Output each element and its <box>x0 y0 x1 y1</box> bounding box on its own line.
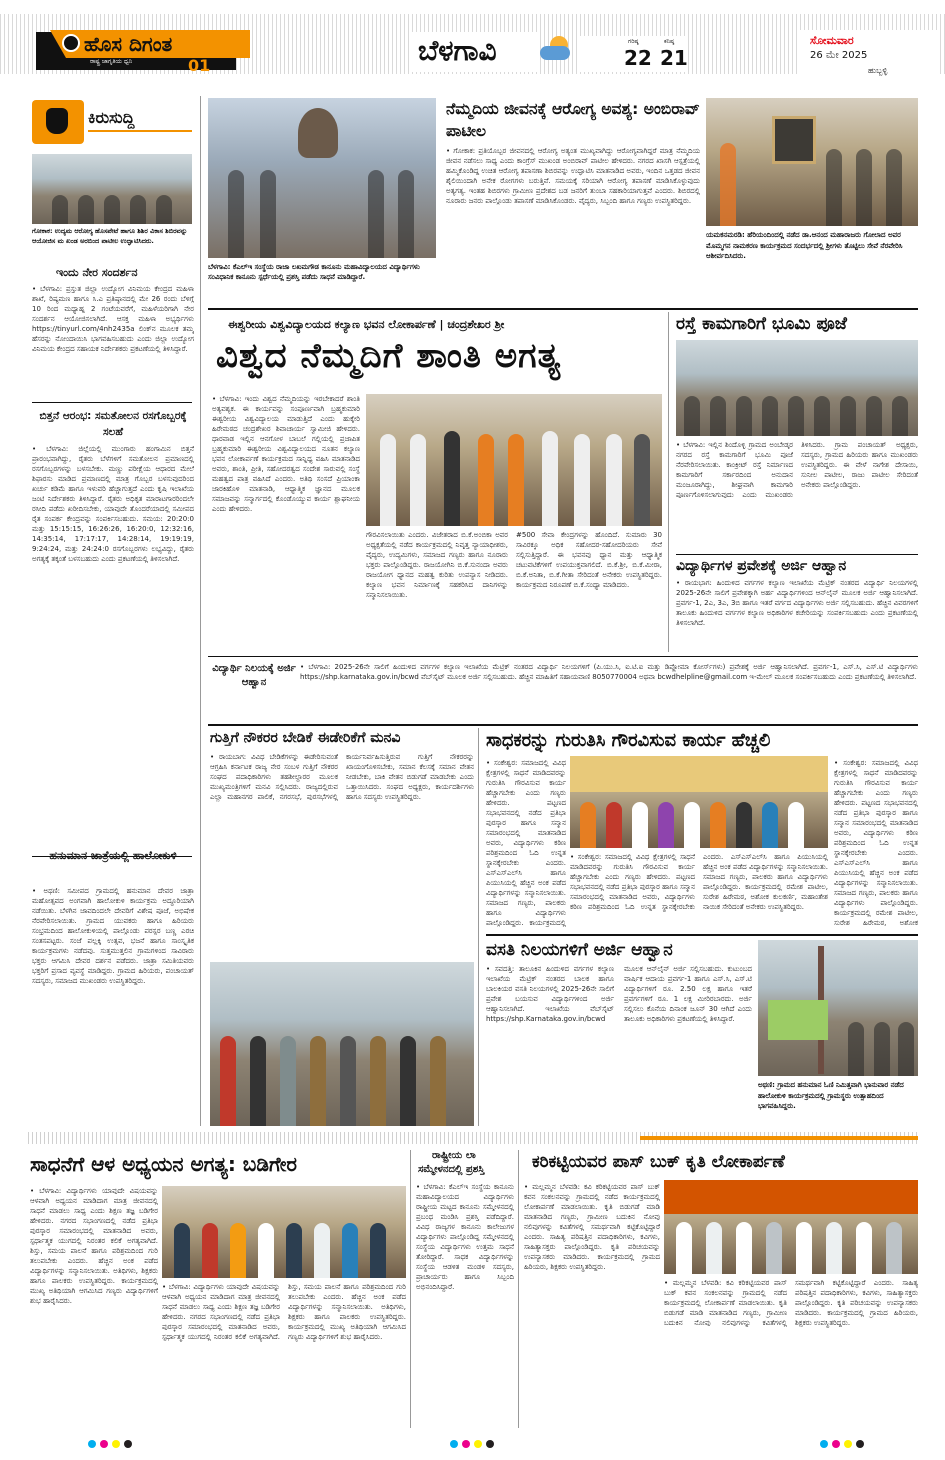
divider <box>676 554 918 555</box>
prize-distribution-photo <box>162 1186 406 1278</box>
column-divider <box>410 1150 411 1428</box>
passbook-body-right: • ಮಲ್ಲಮ್ಮನ ಬೆಳವಡಿ: ಕವಿ ಕರಿಕಟ್ಟಿಯವರ ಪಾಸ್ ಬುಕ್ ಕವನ ಸಂಕಲನವನ್ನು ಗ್ರಾಮದಲ್ಲಿ ನಡೆದ ಕಾರ್ಯಕ್ರಮದಲ್ಲಿ ಲೋಕಾರ್ಪಣೆ ಮಾಡಲಾಯಿತು. ಕೃತಿ ಬಿಡುಗಡೆ ಮಾಡಿ ಮಾತನಾಡಿದ ಗಣ್ಯರು, ಗ್ರಾಮೀಣ ಬದುಕಿನ ನೋವು ನಲಿವುಗಳನ್ನು ಕವಿತೆಗಳಲ್ಲಿ ಸಮರ್ಥವಾಗಿ ಕಟ್ಟಿಕೊಟ್ಟಿದ್ದಾರೆ ಎಂದರು. ಸಾಹಿತ್ಯ ಪರಿಷತ್ತಿನ ಪದಾಧಿಕಾರಿಗಳು, ಕವಿಗಳು, ಸಾಹಿತ್ಯಾಸಕ್ತರು ಪಾಲ್ಗೊಂಡಿದ್ದರು. ಕೃತಿ ಪರಿಚಯವನ್ನು ಉಪನ್ಯಾಸಕರು ಮಾಡಿದರು. ಕಾರ್ಯಕ್ರಮದಲ್ಲಿ ಗ್ರಾಮದ ಹಿರಿಯರು, ಶಿಕ್ಷಕರು ಉಪಸ್ಥಿತರಿದ್ದರು. <box>664 1279 918 1327</box>
weather-icon <box>540 36 574 62</box>
guttige-headline: ಗುತ್ತಿಗೆ ನೌಕರರ ಬೇಡಿಕೆ ಈಡೇರಿಕೆಗೆ ಮನವಿ <box>210 730 401 746</box>
admission-headline: ವಿದ್ಯಾರ್ಥಿಗಳ ಪ್ರವೇಶಕ್ಕೆ ಅರ್ಜಿ ಆಹ್ವಾನ <box>676 558 847 574</box>
register-dot <box>820 1440 828 1448</box>
badiger-headline: ಸಾಧನೆಗೆ ಆಳ ಅಧ್ಯಯನ ಅಗತ್ಯ: ಬಡಿಗೇರ <box>30 1152 297 1176</box>
felicitation-photo <box>570 756 828 848</box>
register-marks-left <box>88 1440 132 1448</box>
column-divider <box>478 728 479 1126</box>
register-dot <box>486 1440 494 1448</box>
register-dot <box>832 1440 840 1448</box>
kirusuddi-column <box>28 96 196 1126</box>
paper-name: ಹೊಸ ದಿಗಂತ <box>84 32 173 56</box>
city: ಹುಬ್ಬಳ್ಳಿ <box>868 66 888 75</box>
s3-body: • ಅಥಣಿ: ಸಮೀಪದ ಗ್ರಾಮದಲ್ಲಿ ಹನುಮಾನ ದೇವರ ಜಾತ್ರಾ ಮಹೋತ್ಸವದ ಅಂಗವಾಗಿ ಹಾಲೋಕುಳಿ ಕಾರ್ಯಕ್ರಮ ಅದ್ಧೂರಿಯಾಗಿ ನಡೆಯಿತು. ಬೆಳಗಿನ ಜಾವದಿಂದಲೇ ದೇವರಿಗೆ ವಿಶೇಷ ಪೂಜೆ, ಅಭಿಷೇಕ ನೆರವೇರಿಸಲಾಯಿತು. ಗ್ರಾಮದ ಯುವಕರು ಹಾಗೂ ಹಿರಿಯರು ಸಂಭ್ರಮದಿಂದ ಹಾಲೋಕುಳಿಯಲ್ಲಿ ಪಾಲ್ಗೊಂಡು ಪರಸ್ಪರ ಬಣ್ಣ ಎರಚಿ ಸಂತಸಪಟ್ಟರು. ಸಂಜೆ ಪಲ್ಲಕ್ಕಿ ಉತ್ಸವ, ಭಜನೆ ಹಾಗೂ ಸಾಂಸ್ಕೃತಿಕ ಕಾರ್ಯಕ್ರಮಗಳು ನಡೆದವು. ಸುತ್ತಮುತ್ತಲಿನ ಗ್ರಾಮಗಳಿಂದ ಸಾವಿರಾರು ಭಕ್ತರು ಆಗಮಿಸಿ ದೇವರ ದರ್ಶನ ಪಡೆದರು. ಜಾತ್ರಾ ಸಮಿತಿಯವರು ಭಕ್ತರಿಗೆ ಪ್ರಸಾದ ವ್ಯವಸ್ಥೆ ಮಾಡಿದ್ದರು. ಗ್ರಾಮದ ಹಿರಿಯರು, ಪಂಚಾಯತ್ ಸದಸ್ಯರು, ಸಮಾಜದ ಮುಖಂಡರು ಉಪಸ್ಥಿತರಿದ್ದರು. <box>32 887 194 985</box>
min-temp: 21 <box>660 46 688 70</box>
date: 26 ಮೇ 2025 <box>810 50 868 61</box>
law-photo-caption: ಬೆಳಗಾವಿ: ಕೆಎಲ್ಇ ಸಂಸ್ಥೆಯ ರಾಜಾ ಲಖಮಗೌಡ ಕಾನೂನು ಮಹಾವಿದ್ಯಾಲಯದ ವಿದ್ಯಾರ್ಥಿಗಳು ಸಂವಿಧಾನಿಕ ಕಾನೂನು ಸ್ಪರ್ಧೆಯಲ್ಲಿ ಪ್ರಶಸ್ತಿ ಪಡೆದು ಸಾಧನೆ ಮಾಡಿದ್ದಾರೆ. <box>208 263 420 281</box>
paper-tagline: ರಾಷ್ಟ್ರ ಜಾಗೃತಿಯ ಧ್ವನಿ <box>90 58 133 65</box>
kirusuddi-underline <box>88 130 192 132</box>
guttige-body: • ರಾಯಬಾಗ: ವಿವಿಧ ಬೇಡಿಕೆಗಳನ್ನು ಈಡೇರಿಸುವಂತೆ ಆಗ್ರಹಿಸಿ ಕರ್ನಾಟಕ ರಾಜ್ಯ ನೇರ ಸಂಬಳ ಗುತ್ತಿಗೆ ನೌಕರರ ಸಂಘದ ಪದಾಧಿಕಾರಿಗಳು ತಹಶೀಲ್ದಾರರ ಮೂಲಕ ಮುಖ್ಯಮಂತ್ರಿಗಳಿಗೆ ಮನವಿ ಸಲ್ಲಿಸಿದರು. ರಾಜ್ಯದಲ್ಲಿರುವ ಎಲ್ಲಾ ಮಹಾನಗರ ಪಾಲಿಕೆ, ನಗರಸಭೆ, ಪುರಸಭೆಗಳಲ್ಲಿ ಕಾರ್ಯನಿರ್ವಹಿಸುತ್ತಿರುವ ಗುತ್ತಿಗೆ ನೌಕರರನ್ನು ಖಾಯಂಗೊಳಿಸಬೇಕು, ಸಮಾನ ಕೆಲಸಕ್ಕೆ ಸಮಾನ ವೇತನ ನೀಡಬೇಕು, ಬಾಕಿ ವೇತನ ಬಿಡುಗಡೆ ಮಾಡಬೇಕು ಎಂದು ಒತ್ತಾಯಿಸಿದರು. ಸಂಘದ ಅಧ್ಯಕ್ಷರು, ಕಾರ್ಯದರ್ಶಿಗಳು ಹಾಗೂ ಸದಸ್ಯರು ಉಪಸ್ಥಿತರಿದ್ದರು. <box>210 753 474 801</box>
page-number: 01 <box>188 56 211 75</box>
lead-kicker: ಈಶ್ವರೀಯ ವಿಶ್ವವಿದ್ಯಾಲಯದ ಕಲ್ಯಾಣ ಭವನ ಲೋಕಾರ್ಪಣೆ | ಚಂದ್ರಶೇಖರ ಶ್ರೀ <box>228 318 505 331</box>
divider <box>208 308 918 310</box>
sadhakar-body-right: • ಸಂಕೇಶ್ವರ: ಸಮಾಜದಲ್ಲಿ ವಿವಿಧ ಕ್ಷೇತ್ರಗಳಲ್ಲಿ ಸಾಧನೆ ಮಾಡಿದವರನ್ನು ಗುರುತಿಸಿ ಗೌರವಿಸುವ ಕಾರ್ಯ ಹೆಚ್ಚಾಗಬೇಕು ಎಂದು ಗಣ್ಯರು ಹೇಳಿದರು. ಪಟ್ಟಣದ ಸಭಾಭವನದಲ್ಲಿ ನಡೆದ ಪ್ರತಿಭಾ ಪುರಸ್ಕಾರ ಹಾಗೂ ಸನ್ಮಾನ ಸಮಾರಂಭದಲ್ಲಿ ಮಾತನಾಡಿದ ಅವರು, ವಿದ್ಯಾರ್ಥಿಗಳು ಕಠಿಣ ಪರಿಶ್ರಮದಿಂದ ಓದಿ ಉನ್ನತ ಸ್ಥಾನಕ್ಕೇರಬೇಕು ಎಂದರು. ಎಸ್ಎಸ್ಎಲ್‌ಸಿ ಹಾಗೂ ಪಿಯುಸಿಯಲ್ಲಿ ಹೆಚ್ಚಿನ ಅಂಕ ಪಡೆದ ವಿದ್ಯಾರ್ಥಿಗಳನ್ನು ಸನ್ಮಾನಿಸಲಾಯಿತು. ಸಮಾಜದ ಗಣ್ಯರು, ಪಾಲಕರು ಹಾಗೂ ವಿದ್ಯಾರ್ಥಿಗಳು ಪಾಲ್ಗೊಂಡಿದ್ದರು. ಕಾರ್ಯಕ್ರಮದಲ್ಲಿ ರಮೇಶ ಪಾಟೀಲ, ಸುರೇಶ ಹಿರೇಮಠ, ಅಶೋಕ <box>834 759 918 927</box>
athani-photo-caption: ಅಥಣಿ: ಗ್ರಾಮದ ಹನುಮಾನ ಓಣಿ ನಿಮಿತ್ತವಾಗಿ ಭಾನುವಾರ ನಡೆದ ಹಾಲೋಕುಳಿ ಕಾರ್ಯಕ್ರಮದಲ್ಲಿ ಗ್ರಾಮಸ್ಥರು ಉತ್ಸಾಹದಿಂದ ಭಾಗವಹಿಸಿದ್ದರು. <box>758 1081 904 1110</box>
road-bhoomi-pooja-photo <box>676 340 918 436</box>
vasati-headline: ವಸತಿ ನಿಲಯಗಳಿಗೆ ಅರ್ಜಿ ಆಹ್ವಾನ <box>486 940 673 960</box>
sadhakar-body-mid: • ಸಂಕೇಶ್ವರ: ಸಮಾಜದಲ್ಲಿ ವಿವಿಧ ಕ್ಷೇತ್ರಗಳಲ್ಲಿ ಸಾಧನೆ ಮಾಡಿದವರನ್ನು ಗುರುತಿಸಿ ಗೌರವಿಸುವ ಕಾರ್ಯ ಹೆಚ್ಚಾಗಬೇಕು ಎಂದು ಗಣ್ಯರು ಹೇಳಿದರು. ಪಟ್ಟಣದ ಸಭಾಭವನದಲ್ಲಿ ನಡೆದ ಪ್ರತಿಭಾ ಪುರಸ್ಕಾರ ಹಾಗೂ ಸನ್ಮಾನ ಸಮಾರಂಭದಲ್ಲಿ ಮಾತನಾಡಿದ ಅವರು, ವಿದ್ಯಾರ್ಥಿಗಳು ಕಠಿಣ ಪರಿಶ್ರಮದಿಂದ ಓದಿ ಉನ್ನತ ಸ್ಥಾನಕ್ಕೇರಬೇಕು ಎಂದರು. ಎಸ್ಎಸ್ಎಲ್‌ಸಿ ಹಾಗೂ ಪಿಯುಸಿಯಲ್ಲಿ ಹೆಚ್ಚಿನ ಅಂಕ ಪಡೆದ ವಿದ್ಯಾರ್ಥಿಗಳನ್ನು ಸನ್ಮಾನಿಸಲಾಯಿತು. ಸಮಾಜದ ಗಣ್ಯರು, ಪಾಲಕರು ಹಾಗೂ ವಿದ್ಯಾರ್ಥಿಗಳು ಪಾಲ್ಗೊಂಡಿದ್ದರು. ಕಾರ್ಯಕ್ರಮದಲ್ಲಿ ರಮೇಶ ಪಾಟೀಲ, ಸುರೇಶ ಹಿರೇಮಠ, ಅಶೋಕ ಕುಲಕರ್ಣಿ, ಮಹಾಂತೇಶ ನಾಯಿಕ ಸೇರಿದಂತೆ ಅನೇಕರು ಉಪಸ್ಥಿತರಿದ್ದರು. <box>570 853 828 911</box>
village-festival-photo <box>758 940 918 1076</box>
badiger-body-left: • ಬೆಳಗಾವಿ: ವಿದ್ಯಾರ್ಥಿಗಳು ಯಾವುದೇ ವಿಷಯವನ್ನು ಆಳವಾಗಿ ಅಧ್ಯಯನ ಮಾಡಿದಾಗ ಮಾತ್ರ ಜೀವನದಲ್ಲಿ ಸಾಧನೆ ಮಾಡಲು ಸಾಧ್ಯ ಎಂದು ಶಿಕ್ಷಣ ತಜ್ಞ ಬಡಿಗೇರ ಹೇಳಿದರು. ನಗರದ ಸಭಾಂಗಣದಲ್ಲಿ ನಡೆದ ಪ್ರತಿಭಾ ಪುರಸ್ಕಾರ ಸಮಾರಂಭದಲ್ಲಿ ಮಾತನಾಡಿದ ಅವರು, ಸ್ಪರ್ಧಾತ್ಮಕ ಯುಗದಲ್ಲಿ ನಿರಂತರ ಕಲಿಕೆ ಅಗತ್ಯವಾಗಿದೆ. ಶಿಸ್ತು, ಸಮಯ ಪಾಲನೆ ಹಾಗೂ ಪರಿಶ್ರಮದಿಂದ ಗುರಿ ತಲುಪಬೇಕು ಎಂದರು. ಹೆಚ್ಚಿನ ಅಂಕ ಪಡೆದ ವಿದ್ಯಾರ್ಥಿಗಳನ್ನು ಸನ್ಮಾನಿಸಲಾಯಿತು. ಅತಿಥಿಗಳು, ಶಿಕ್ಷಕರು ಹಾಗೂ ಪಾಲಕರು ಉಪಸ್ಥಿತರಿದ್ದರು. ಕಾರ್ಯಕ್ರಮದಲ್ಲಿ ಮುಖ್ಯ ಅತಿಥಿಯಾಗಿ ಆಗಮಿಸಿದ ಗಣ್ಯರು ವಿದ್ಯಾರ್ಥಿಗಳಿಗೆ ಶುಭ ಹಾರೈಸಿದರು. <box>30 1187 158 1305</box>
divider <box>208 724 918 726</box>
register-dot <box>112 1440 120 1448</box>
naming-photo-caption: ಯಮಕನಮರಡಿ: ಹೆರಿಯಂದಿಂದಲ್ಲಿ ನಡೆದ ಡಾ.ಆನಂದ ಮಹಾರಾಜರು ಗೋಲಾದ ಅವರ ಮೊಮ್ಮಗನ ನಾಮಕರಣ ಕಾರ್ಯಕ್ರಮದ ಸಂದರ್ಭದಲ್ಲಿ ಶ್ರೀಗಳು ತೊಟ್ಟಿಲು ಸೇವೆ ನೆರವೇರಿಸಿ ಆಶೀರ್ವದಿಸಿದರು. <box>706 231 903 260</box>
lead-headline: ವಿಶ್ವದ ನೆಮ್ಮದಿಗೆ ಶಾಂತಿ ಅಗತ್ಯ <box>216 336 562 376</box>
road-body: • ಬೆಳಗಾವಿ: ಇಲ್ಲಿನ ಶಿಂದೊಳ್ಳಿ ಗ್ರಾಮದ ಅಂಬೇಡ್ಕರ ನಗರದ ರಸ್ತೆ ಕಾಮಗಾರಿಗೆ ಭೂಮಿ ಪೂಜೆ ನೆರವೇರಿಸಲಾಯಿತು. ಕಾಂಕ್ರೀಟ್ ರಸ್ತೆ ನಿರ್ಮಾಣದ ಕಾಮಗಾರಿಗೆ ಸರ್ಕಾರದಿಂದ ಅನುದಾನ ಮಂಜೂರಾಗಿದ್ದು, ಶೀಘ್ರವಾಗಿ ಕಾಮಗಾರಿ ಪೂರ್ಣಗೊಳಿಸಲಾಗುವುದು ಎಂದು ಮುಖಂಡರು ತಿಳಿಸಿದರು. ಗ್ರಾಮ ಪಂಚಾಯತ್ ಅಧ್ಯಕ್ಷರು, ಸದಸ್ಯರು, ಗ್ರಾಮದ ಹಿರಿಯರು ಹಾಗೂ ಮುಖಂಡರು ಉಪಸ್ಥಿತರಿದ್ದರು. ಈ ವೇಳೆ ನಾಗೇಶ ದೇಸಾಯಿ, ಸುನೀಲ ಪಾಟೀಲ, ರಾಜು ಪಾಟೀಲ ಸೇರಿದಂತೆ ಅನೇಕರು ಪಾಲ್ಗೊಂಡಿದ್ದರು. <box>676 441 918 499</box>
passbook-headline: ಕರಿಕಟ್ಟಿಯವರ ಪಾಸ್ ಬುಕ್ ಕೃತಿ ಲೋಕಾರ್ಪಣೆ <box>532 1152 785 1172</box>
register-dot <box>450 1440 458 1448</box>
law-college-photo <box>208 98 436 258</box>
column-divider <box>518 1150 519 1428</box>
register-marks-center <box>450 1440 494 1448</box>
s1-headline: ಇಂದು ನೇರ ಸಂದರ್ಶನ <box>56 266 138 279</box>
max-temp: 22 <box>624 46 652 70</box>
masthead <box>0 0 945 92</box>
admission-body: • ರಾಯಭಾಗ: ಹಿಂದುಳಿದ ವರ್ಗಗಳ ಕಲ್ಯಾಣ ಇಲಾಖೆಯ ಮೆಟ್ರಿಕ್ ನಂತರದ ವಿದ್ಯಾರ್ಥಿ ನಿಲಯಗಳಲ್ಲಿ 2025-26ನೇ ಸಾಲಿಗೆ ಪ್ರವೇಶಕ್ಕಾಗಿ ಅರ್ಹ ವಿದ್ಯಾರ್ಥಿಗಳಿಂದ ಆನ್‌ಲೈನ್ ಮೂಲಕ ಅರ್ಜಿ ಆಹ್ವಾನಿಸಲಾಗಿದೆ. ಪ್ರವರ್ಗ-1, 2ಎ, 3ಎ, 3ಬಿ ಹಾಗೂ ಇತರೆ ವರ್ಗದ ವಿದ್ಯಾರ್ಥಿಗಳು ಅರ್ಜಿ ಸಲ್ಲಿಸಬಹುದು. ಹೆಚ್ಚಿನ ವಿವರಗಳಿಗೆ ತಾಲೂಕು ಹಿಂದುಳಿದ ವರ್ಗಗಳ ಕಲ್ಯಾಣ ಅಧಿಕಾರಿಗಳ ಕಚೇರಿಯನ್ನು ಸಂಪರ್ಕಿಸಬಹುದು ಎಂದು ಪ್ರಕಟಣೆಯಲ್ಲಿ ತಿಳಿಸಲಾಗಿದೆ. <box>676 579 918 627</box>
law-award-headline-1: ರಾಷ್ಟ್ರೀಯ ಲಾ <box>432 1150 476 1161</box>
hand-icon <box>46 108 68 134</box>
lead-col3: #500 ಸೇವಾ ಕೇಂದ್ರಗಳನ್ನು ಹೊಂದಿದೆ. ಸುಮಾರು 30 ಸಾವಿರಕ್ಕೂ ಅಧಿಕ ಸಹೋದರ-ಸಹೋದರಿಯರು ಸೇವೆ ಸಲ್ಲಿಸುತ್ತಿದ್ದಾರೆ. ಈ ಭವನವು ಧ್ಯಾನ ಮತ್ತು ಆಧ್ಯಾತ್ಮಿಕ ಚಟುವಟಿಕೆಗಳಿಗೆ ಉಪಯುಕ್ತವಾಗಲಿದೆ. ಬಿ.ಕೆ.ಶ್ರೀ, ಬಿ.ಕೆ.ಮೀರಾ, ಬಿ.ಕೆ.ಅನಿತಾ, ಬಿ.ಕೆ.ಗೀತಾ ಸೇರಿದಂತೆ ಅನೇಕರು ಉಪಸ್ಥಿತರಿದ್ದರು. ಕಾರ್ಯಕ್ರಮದ ನಿರೂಪಣೆ ಬಿ.ಕೆ.ಸಂಧ್ಯಾ ಮಾಡಿದರು. <box>516 531 662 589</box>
badiger-body-right: • ಬೆಳಗಾವಿ: ವಿದ್ಯಾರ್ಥಿಗಳು ಯಾವುದೇ ವಿಷಯವನ್ನು ಆಳವಾಗಿ ಅಧ್ಯಯನ ಮಾಡಿದಾಗ ಮಾತ್ರ ಜೀವನದಲ್ಲಿ ಸಾಧನೆ ಮಾಡಲು ಸಾಧ್ಯ ಎಂದು ಶಿಕ್ಷಣ ತಜ್ಞ ಬಡಿಗೇರ ಹೇಳಿದರು. ನಗರದ ಸಭಾಂಗಣದಲ್ಲಿ ನಡೆದ ಪ್ರತಿಭಾ ಪುರಸ್ಕಾರ ಸಮಾರಂಭದಲ್ಲಿ ಮಾತನಾಡಿದ ಅವರು, ಸ್ಪರ್ಧಾತ್ಮಕ ಯುಗದಲ್ಲಿ ನಿರಂತರ ಕಲಿಕೆ ಅಗತ್ಯವಾಗಿದೆ. ಶಿಸ್ತು, ಸಮಯ ಪಾಲನೆ ಹಾಗೂ ಪರಿಶ್ರಮದಿಂದ ಗುರಿ ತಲುಪಬೇಕು ಎಂದರು. ಹೆಚ್ಚಿನ ಅಂಕ ಪಡೆದ ವಿದ್ಯಾರ್ಥಿಗಳನ್ನು ಸನ್ಮಾನಿಸಲಾಯಿತು. ಅತಿಥಿಗಳು, ಶಿಕ್ಷಕರು ಹಾಗೂ ಪಾಲಕರು ಉಪಸ್ಥಿತರಿದ್ದರು. ಕಾರ್ಯಕ್ರಮದಲ್ಲಿ ಮುಖ್ಯ ಅತಿಥಿಯಾಗಿ ಆಗಮಿಸಿದ ಗಣ್ಯರು ವಿದ್ಯಾರ್ಥಿಗಳಿಗೆ ಶುಭ ಹಾರೈಸಿದರು. <box>162 1283 406 1341</box>
column-divider <box>200 96 201 1126</box>
law-award-headline-2: ಸಮ್ಮೇಳನದಲ್ಲಿ ಪ್ರಶಸ್ತಿ <box>418 1164 485 1175</box>
law-award-body: • ಬೆಳಗಾವಿ: ಕೆಎಲ್ಇ ಸಂಸ್ಥೆಯ ಕಾನೂನು ಮಹಾವಿದ್ಯಾಲಯದ ವಿದ್ಯಾರ್ಥಿಗಳು ರಾಷ್ಟ್ರೀಯ ಮಟ್ಟದ ಕಾನೂನು ಸಮ್ಮೇಳನದಲ್ಲಿ ಪ್ರಬಂಧ ಮಂಡಿಸಿ ಪ್ರಶಸ್ತಿ ಪಡೆದಿದ್ದಾರೆ. ವಿವಿಧ ರಾಜ್ಯಗಳ ಕಾನೂನು ಕಾಲೇಜುಗಳ ವಿದ್ಯಾರ್ಥಿಗಳು ಪಾಲ್ಗೊಂಡಿದ್ದ ಸಮ್ಮೇಳನದಲ್ಲಿ ಸಂಸ್ಥೆಯ ವಿದ್ಯಾರ್ಥಿಗಳು ಉತ್ತಮ ಸಾಧನೆ ತೋರಿದ್ದಾರೆ. ಸಾಧಕ ವಿದ್ಯಾರ್ಥಿಗಳನ್ನು ಸಂಸ್ಥೆಯ ಆಡಳಿತ ಮಂಡಳಿ ಸದಸ್ಯರು, ಪ್ರಾಚಾರ್ಯರು ಹಾಗೂ ಸಿಬ್ಬಂದಿ ಅಭಿನಂದಿಸಿದ್ದಾರೆ. <box>416 1183 514 1291</box>
s2-headline: ಬಿತ್ತನೆ ಆರಂಭ: ಸಮತೋಲನ ರಸಗೊಬ್ಬರಕ್ಕೆ ಸಲಹೆ <box>39 410 187 438</box>
hostel-side-label: ವಿದ್ಯಾರ್ಥಿ ನಿಲಯಕ್ಕೆ ಅರ್ಜಿ ಆಹ್ವಾನ <box>212 663 296 688</box>
min-temp-label: ಕನಿಷ್ಠ <box>664 38 675 45</box>
road-headline: ರಸ್ತೆ ಕಾಮಗಾರಿಗೆ ಭೂಮಿ ಪೂಜೆ <box>676 314 847 334</box>
ribbon-cutting-photo <box>32 154 192 224</box>
s1-body: • ಬೆಳಗಾವಿ: ಪ್ರಸ್ತುತ ಜಿಲ್ಲಾ ಉದ್ಯೋಗ ವಿನಿಮಯ ಕೇಂದ್ರದ ಮಹಿಳಾ ಶಾಖೆ, ರಿಷ್ಯಮಣ ಹಾಗೂ ಸಿ.ಎ ಪ್ರತಿಷ್ಠಾನದಲ್ಲಿ ಮೇ 26 ರಂದು ಬೆಳಿಗ್ಗೆ 10 ರಿಂದ ಮಧ್ಯಾಹ್ನ 2 ಗಂಟೆಯವರೆಗೆ, ಮಹಿಳೆಯರಿಗಾಗಿ ನೇರ ಸಂದರ್ಶನ ಆಯೋಜಿಸಲಾಗಿದೆ. ಆಸಕ್ತ ಮಹಿಳಾ ಅಭ್ಯರ್ಥಿಗಳು https://tinyurl.com/4nh2435a ಲಿಂಕ್‌ನ ಮೂಲಕ ತಮ್ಮ ಹೆಸರನ್ನು ನೋಂದಾಯಿಸಿ ಭಾಗವಹಿಸಬಹುದು ಎಂದು ಜಿಲ್ಲಾ ಉದ್ಯೋಗ ವಿನಿಮಯ ಕೇಂದ್ರದ ಸಹಾಯಕ ನಿರ್ದೇಶಕರು ಪ್ರಕಟಣೆಯಲ್ಲಿ ತಿಳಿಸಿದ್ದಾರೆ. <box>32 285 194 353</box>
s2-body: • ಬೆಳಗಾವಿ: ಜಿಲ್ಲೆಯಲ್ಲಿ ಮುಂಗಾರು ಹಂಗಾಮಿನ ಬಿತ್ತನೆ ಪ್ರಾರಂಭವಾಗಿದ್ದು, ರೈತರು ಬೆಳೆಗಳಿಗೆ ಸಮತೋಲನ ಪ್ರಮಾಣದಲ್ಲಿ ರಸಗೊಬ್ಬರಗಳನ್ನು ಬಳಸಬೇಕು. ಮಣ್ಣು ಪರೀಕ್ಷೆಯ ಆಧಾರದ ಮೇಲೆ ಶಿಫಾರಸು ಮಾಡಿದ ಪ್ರಮಾಣದಲ್ಲಿ ಮಾತ್ರ ಗೊಬ್ಬರ ಬಳಸುವುದರಿಂದ ಖರ್ಚು ಕಡಿಮೆ ಹಾಗೂ ಇಳುವರಿ ಹೆಚ್ಚಾಗುತ್ತದೆ ಎಂದು ಕೃಷಿ ಇಲಾಖೆಯ ಜಂಟಿ ನಿರ್ದೇಶಕರು ತಿಳಿಸಿದ್ದಾರೆ. ರೈತರು ಅಧಿಕೃತ ಮಾರಾಟಗಾರರಿಂದಲೇ ರಸೀದಿ ಪಡೆದು ಖರೀದಿಸಬೇಕು, ಯಾವುದೇ ತೊಂದರೆಯಾದಲ್ಲಿ ಸಮೀಪದ ರೈತ ಸಂಪರ್ಕ ಕೇಂದ್ರವನ್ನು ಸಂಪರ್ಕಿಸಬಹುದು. ಸಮಯ: 20:20:0 ಮತ್ತು 15:15:15, 16:26:26, 16:20:0, 12:32:16, 14:35:14, 17:17:17, 14:28:14, 19:19:19, 9:24:24, ಮತ್ತು 24:24:0 ರಸಗೊಬ್ಬರಗಳು ಲಭ್ಯವಿದ್ದು, ರೈತರು ಅಗತ್ಯಕ್ಕೆ ತಕ್ಕಂತೆ ಬಳಸಬಹುದು ಎಂದು ಪ್ರಕಟಣೆಯಲ್ಲಿ ತಿಳಿಸಲಾಗಿದೆ. <box>32 445 194 563</box>
kirusuddi-title: ಕಿರುಸುದ್ದಿ <box>88 108 135 127</box>
naming-ceremony-photo <box>706 98 918 226</box>
register-dot <box>844 1440 852 1448</box>
divider <box>32 402 192 403</box>
edition-name: ಬೆಳಗಾವಿ <box>418 34 497 67</box>
sadhakar-body-left: • ಸಂಕೇಶ್ವರ: ಸಮಾಜದಲ್ಲಿ ವಿವಿಧ ಕ್ಷೇತ್ರಗಳಲ್ಲಿ ಸಾಧನೆ ಮಾಡಿದವರನ್ನು ಗುರುತಿಸಿ ಗೌರವಿಸುವ ಕಾರ್ಯ ಹೆಚ್ಚಾಗಬೇಕು ಎಂದು ಗಣ್ಯರು ಹೇಳಿದರು. ಪಟ್ಟಣದ ಸಭಾಭವನದಲ್ಲಿ ನಡೆದ ಪ್ರತಿಭಾ ಪುರಸ್ಕಾರ ಹಾಗೂ ಸನ್ಮಾನ ಸಮಾರಂಭದಲ್ಲಿ ಮಾತನಾಡಿದ ಅವರು, ವಿದ್ಯಾರ್ಥಿಗಳು ಕಠಿಣ ಪರಿಶ್ರಮದಿಂದ ಓದಿ ಉನ್ನತ ಸ್ಥಾನಕ್ಕೇರಬೇಕು ಎಂದರು. ಎಸ್ಎಸ್ಎಲ್‌ಸಿ ಹಾಗೂ ಪಿಯುಸಿಯಲ್ಲಿ ಹೆಚ್ಚಿನ ಅಂಕ ಪಡೆದ ವಿದ್ಯಾರ್ಥಿಗಳನ್ನು ಸನ್ಮಾನಿಸಲಾಯಿತು. ಸಮಾಜದ ಗಣ್ಯರು, ಪಾಲಕರು ಹಾಗೂ ವಿದ್ಯಾರ್ಥಿಗಳು ಪಾಲ್ಗೊಂಡಿದ್ದರು. ಕಾರ್ಯಕ್ರಮದಲ್ಲಿ <box>486 759 566 927</box>
column-divider <box>668 312 669 652</box>
register-dot <box>100 1440 108 1448</box>
health-body: • ಗೋಕಾಕ: ಪ್ರತಿಯೊಬ್ಬರ ಜೀವನದಲ್ಲಿ ಆರೋಗ್ಯ ಅತ್ಯಂತ ಮುಖ್ಯವಾಗಿದ್ದು ಆರೋಗ್ಯವಾಗಿದ್ದರೆ ಮಾತ್ರ ನೆಮ್ಮದಿಯ ಜೀವನ ನಡೆಸಲು ಸಾಧ್ಯ ಎಂದು ಕಾಂಗ್ರೆಸ್ ಮುಖಂಡ ಅಂಬಿರಾವ್ ಪಾಟೀಲ ಹೇಳಿದರು. ನಗರದ ಖಾಸಗಿ ಆಸ್ಪತ್ರೆಯಲ್ಲಿ ಹಮ್ಮಿಕೊಂಡಿದ್ದ ಉಚಿತ ಆರೋಗ್ಯ ತಪಾಸಣಾ ಶಿಬಿರವನ್ನು ಉದ್ಘಾಟಿಸಿ ಮಾತನಾಡಿದ ಅವರು, ಇಂದಿನ ಒತ್ತಡದ ಜೀವನ ಶೈಲಿಯಿಂದಾಗಿ ಅನೇಕ ರೋಗಗಳು ಬರುತ್ತಿವೆ. ಸಮಯಕ್ಕೆ ಸರಿಯಾಗಿ ಆರೋಗ್ಯ ತಪಾಸಣೆ ಮಾಡಿಸಿಕೊಳ್ಳುವುದು ಅತ್ಯಗತ್ಯ. ಇಂತಹ ಶಿಬಿರಗಳು ಗ್ರಾಮೀಣ ಪ್ರದೇಶದ ಬಡ ಜನರಿಗೆ ತುಂಬಾ ಸಹಕಾರಿಯಾಗುತ್ತವೆ ಎಂದರು. ಶಿಬಿರದಲ್ಲಿ ನೂರಾರು ಜನರು ಪಾಲ್ಗೊಂಡು ತಪಾಸಣೆ ಮಾಡಿಸಿಕೊಂಡರು. ವೈದ್ಯರು, ಸಿಬ್ಬಂದಿ ಹಾಗೂ ಗಣ್ಯರು ಉಪಸ್ಥಿತರಿದ್ದರು. <box>446 147 700 205</box>
day-name: ಸೋಮವಾರ <box>810 34 854 47</box>
hostel-strip-body: • ಬೆಳಗಾವಿ: 2025-26ನೇ ಸಾಲಿಗೆ ಹಿಂದುಳಿದ ವರ್ಗಗಳ ಕಲ್ಯಾಣ ಇಲಾಖೆಯ ಮೆಟ್ರಿಕ್ ನಂತರದ ವಿದ್ಯಾರ್ಥಿ ನಿಲಯಗಳಿಗೆ (ಪಿ.ಯು.ಸಿ, ಐ.ಟಿ.ಐ ಮತ್ತು ಡಿಪ್ಲೋಮಾ ಕೋರ್ಸ್‌ಗಳು) ಪ್ರವೇಶಕ್ಕೆ ಅರ್ಜಿ ಆಹ್ವಾನಿಸಲಾಗಿದೆ. ಪ್ರವರ್ಗ-1, ಎಸ್.ಸಿ, ಎಸ್.ಟಿ ವಿದ್ಯಾರ್ಥಿಗಳು https://shp.karnataka.gov.in/bcwd ವೆಬ್‌ಸೈಟ್ ಮೂಲಕ ಅರ್ಜಿ ಸಲ್ಲಿಸಬಹುದು. ಹೆಚ್ಚಿನ ಮಾಹಿತಿಗೆ ಸಹಾಯವಾಣಿ 8050770004 ಅಥವಾ bcwdhelpline@gmail.com ಇ-ಮೇಲ್ ಮೂಲಕ ಸಂಪರ್ಕಿಸಬಹುದು ಎಂದು ಪ್ರಕಟಣೆಯಲ್ಲಿ ತಿಳಿಸಲಾಗಿದೆ. <box>300 663 918 681</box>
memorandum-photo <box>210 962 474 1126</box>
sadhakar-headline: ಸಾಧಕರನ್ನು ಗುರುತಿಸಿ ಗೌರವಿಸುವ ಕಾರ್ಯ ಹೆಚ್ಚಲಿ <box>486 730 771 751</box>
logo-emblem-icon <box>62 34 80 52</box>
register-marks-right <box>820 1440 864 1448</box>
register-dot <box>124 1440 132 1448</box>
bottom-accent-bar <box>640 1136 918 1140</box>
book-release-photo <box>664 1180 918 1274</box>
divider <box>486 934 918 936</box>
register-dot <box>88 1440 96 1448</box>
passbook-body-left: • ಮಲ್ಲಮ್ಮನ ಬೆಳವಡಿ: ಕವಿ ಕರಿಕಟ್ಟಿಯವರ ಪಾಸ್ ಬುಕ್ ಕವನ ಸಂಕಲನವನ್ನು ಗ್ರಾಮದಲ್ಲಿ ನಡೆದ ಕಾರ್ಯಕ್ರಮದಲ್ಲಿ ಲೋಕಾರ್ಪಣೆ ಮಾಡಲಾಯಿತು. ಕೃತಿ ಬಿಡುಗಡೆ ಮಾಡಿ ಮಾತನಾಡಿದ ಗಣ್ಯರು, ಗ್ರಾಮೀಣ ಬದುಕಿನ ನೋವು ನಲಿವುಗಳನ್ನು ಕವಿತೆಗಳಲ್ಲಿ ಸಮರ್ಥವಾಗಿ ಕಟ್ಟಿಕೊಟ್ಟಿದ್ದಾರೆ ಎಂದರು. ಸಾಹಿತ್ಯ ಪರಿಷತ್ತಿನ ಪದಾಧಿಕಾರಿಗಳು, ಕವಿಗಳು, ಸಾಹಿತ್ಯಾಸಕ್ತರು ಪಾಲ್ಗೊಂಡಿದ್ದರು. ಕೃತಿ ಪರಿಚಯವನ್ನು ಉಪನ್ಯಾಸಕರು ಮಾಡಿದರು. ಕಾರ್ಯಕ್ರಮದಲ್ಲಿ ಗ್ರಾಮದ ಹಿರಿಯರು, ಶಿಕ್ಷಕರು ಉಪಸ್ಥಿತರಿದ್ದರು. <box>524 1183 660 1271</box>
health-headline: ನೆಮ್ಮದಿಯ ಜೀವನಕ್ಕೆ ಆರೋಗ್ಯ ಅವಶ್ಯ: ಅಂಬಿರಾವ್ ಪಾಟೀಲ <box>446 100 700 140</box>
lead-col2: ಗೌರವಿಸಲಾಯಿತು ಎಂದರು. ವಿಜೇತರಾದ ಬಿ.ಕೆ.ಅಂಬಿಕಾ ಅವರ ಅಧ್ಯಕ್ಷತೆಯಲ್ಲಿ ನಡೆದ ಕಾರ್ಯಕ್ರಮದಲ್ಲಿ ನಿವೃತ್ತ ನ್ಯಾಯಾಧೀಶರು, ವೈದ್ಯರು, ಉದ್ಯಮಿಗಳು, ಸಮಾಜದ ಗಣ್ಯರು ಹಾಗೂ ನೂರಾರು ಭಕ್ತರು ಪಾಲ್ಗೊಂಡಿದ್ದರು. ರಾಜಯೋಗಿನಿ ಬಿ.ಕೆ.ಸುನಂದಾ ಅವರು ರಾಜಯೋಗ ಧ್ಯಾನದ ಮಹತ್ವ ಕುರಿತು ಉಪನ್ಯಾಸ ನೀಡಿದರು. ಕಲ್ಯಾಣ ಭವನ ನಿರ್ಮಾಣಕ್ಕೆ ಸಹಕರಿಸಿದ ದಾನಿಗಳನ್ನು ಸನ್ಮಾನಿಸಲಾಯಿತು. <box>366 531 508 599</box>
lead-inauguration-photo <box>366 394 662 526</box>
divider <box>208 656 918 657</box>
register-dot <box>474 1440 482 1448</box>
lead-col1: • ಬೆಳಗಾವಿ: ಇಂದು ವಿಶ್ವದ ನೆಮ್ಮದಿಯನ್ನು ಇರಬೇಕಾದರೆ ಶಾಂತಿ ಅತ್ಯವಶ್ಯಕ. ಈ ಕಾರ್ಯವನ್ನು ಸಂಪೂರ್ಣವಾಗಿ ಬ್ರಹ್ಮಕುಮಾರಿ ಈಶ್ವರೀಯ ವಿಶ್ವವಿದ್ಯಾಲಯ ಮಾಡುತ್ತಿದೆ ಎಂದು ಹುಕ್ಕೇರಿ ಹಿರೇಮಠದ ಚಂದ್ರಶೇಖರ ಶಿವಾಚಾರ್ಯ ಸ್ವಾಮೀಜಿ ಹೇಳಿದರು. ಧಾರವಾಡ ಇಲ್ಲಿನ ಆನಗೋಳ ಬಾಬಲೆ ಗಲ್ಲಿಯಲ್ಲಿ ಪ್ರಜಾಪಿತ ಬ್ರಹ್ಮಕುಮಾರಿ ಈಶ್ವರೀಯ ವಿಶ್ವವಿದ್ಯಾಲಯದ ನೂತನ ಕಲ್ಯಾಣ ಭವನ ಲೋಕಾರ್ಪಣೆ ಕಾರ್ಯಕ್ರಮದ ಸಾನ್ನಿಧ್ಯ ವಹಿಸಿ ಮಾತನಾಡಿದ ಅವರು, ಶಾಂತಿ, ಪ್ರೀತಿ, ಸಹೋದರತ್ವದ ಸಂದೇಶ ಸಾರುವಲ್ಲಿ ಸಂಸ್ಥೆ ಮಹತ್ವದ ಪಾತ್ರ ವಹಿಸಿದೆ ಎಂದರು. ಅತಿಥಿ ಸಂಸದೆ ಪ್ರಿಯಾಂಕಾ ಜಾರಕಿಹೊಳಿ ಮಾತನಾಡಿ, ಆಧ್ಯಾತ್ಮಿಕ ಜ್ಞಾನದ ಮೂಲಕ ಸಮಾಜವನ್ನು ಸನ್ಮಾರ್ಗದಲ್ಲಿ ಕೊಂಡೊಯ್ಯುವ ಕಾರ್ಯ ಶ್ಲಾಘನೀಯ ಎಂದು ಹೇಳಿದರು. <box>212 395 360 513</box>
max-temp-label: ಗರಿಷ್ಠ <box>628 38 639 45</box>
s3-headline: ಹನುಮಾನ ಜಾತ್ರೆಯಲ್ಲಿ ಹಾಲೋಕುಳಿ <box>49 849 177 862</box>
ribbon-photo-caption: ಗೋಕಾಕ: ಉದ್ಯಮ ಆರೋಗ್ಯ ಹೊಸಪೇಟೆ ಹಾಗೂ ಶಿಶಿರ ವಿಕಾಸ ಶಿಬಿರವನ್ನು ಆಯೋಜಿಸ ಮ ಖಂಡ ಅರಬಿಂದ ಪಾಟೀಲ ಉದ್ಘಾಟಿಸಿದರು. <box>32 227 188 245</box>
register-dot <box>856 1440 864 1448</box>
vasati-body: • ಸವದತ್ತಿ: ತಾಲೂಕಿನ ಹಿಂದುಳಿದ ವರ್ಗಗಳ ಕಲ್ಯಾಣ ಇಲಾಖೆಯ ಮೆಟ್ರಿಕ್ ನಂತರದ ಬಾಲಕ ಹಾಗೂ ಬಾಲಕಿಯರ ವಸತಿ ನಿಲಯಗಳಲ್ಲಿ 2025-26ನೇ ಸಾಲಿಗೆ ಪ್ರವೇಶ ಬಯಸುವ ವಿದ್ಯಾರ್ಥಿಗಳಿಂದ ಅರ್ಜಿ ಆಹ್ವಾನಿಸಲಾಗಿದೆ. ಇಲಾಖೆಯ ವೆಬ್‌ಸೈಟ್ https://shp.Karnataka.gov.in/bcwd ಮೂಲಕ ಆನ್‌ಲೈನ್ ಅರ್ಜಿ ಸಲ್ಲಿಸಬಹುದು. ಕುಟುಂಬದ ವಾರ್ಷಿಕ ಆದಾಯ ಪ್ರವರ್ಗ-1 ಹಾಗೂ ಎಸ್.ಸಿ, ಎಸ್.ಟಿ ವಿದ್ಯಾರ್ಥಿಗಳಿಗೆ ರೂ. 2.50 ಲಕ್ಷ ಹಾಗೂ ಇತರೆ ಪ್ರವರ್ಗಗಳಿಗೆ ರೂ. 1 ಲಕ್ಷ ಮೀರಿರಬಾರದು. ಅರ್ಜಿ ಸಲ್ಲಿಸಲು ಕೊನೆಯ ದಿನಾಂಕ ಜೂನ್ 30 ಆಗಿದೆ ಎಂದು ತಾಲೂಕು ಅಧಿಕಾರಿಗಳು ಪ್ರಕಟಣೆಯಲ್ಲಿ ತಿಳಿಸಿದ್ದಾರೆ. <box>486 965 752 1023</box>
register-dot <box>462 1440 470 1448</box>
